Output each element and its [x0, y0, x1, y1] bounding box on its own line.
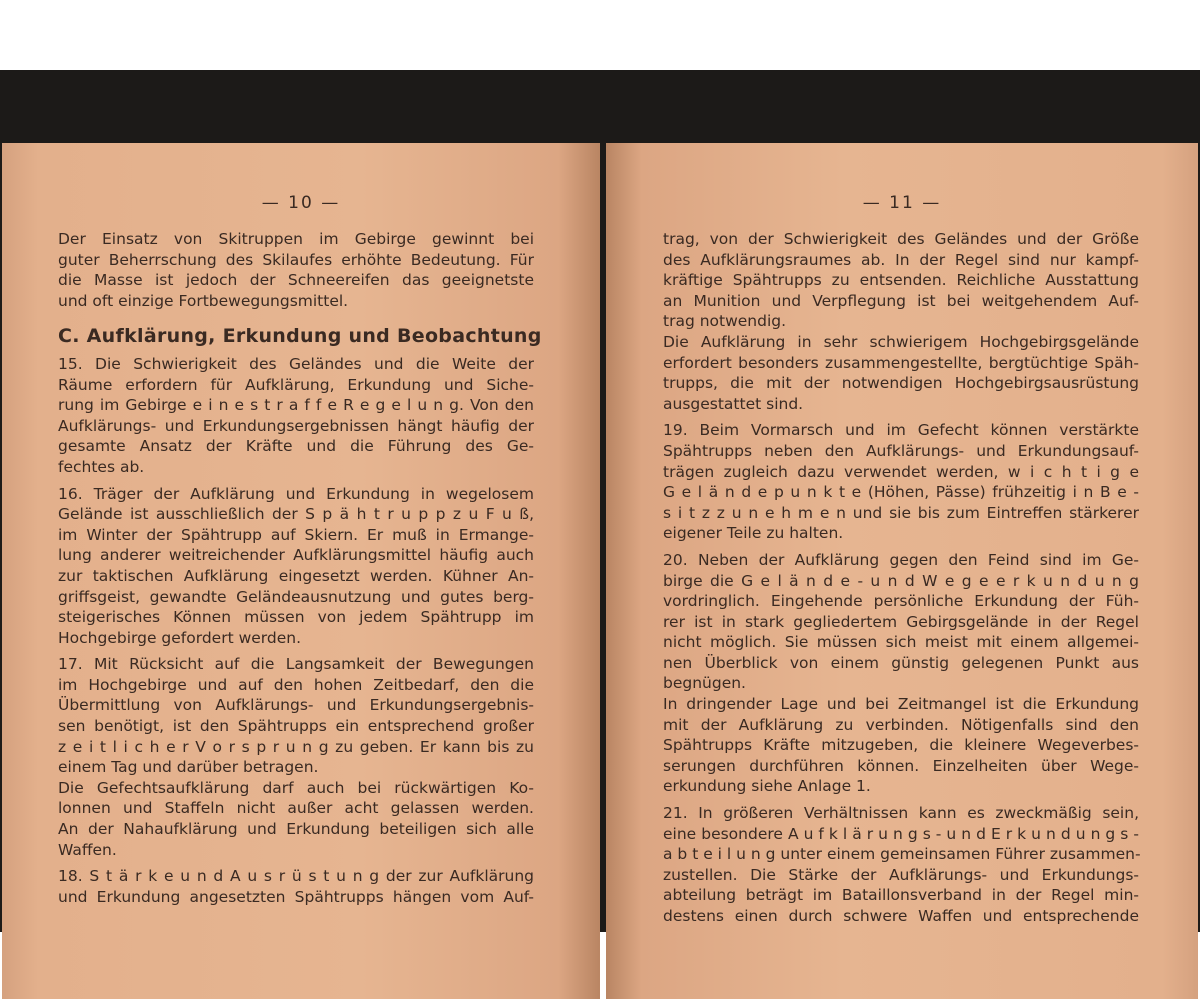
text-line: Der Einsatz von Skitruppen im Gebirge gewinnt bei — [58, 230, 534, 248]
paragraph-15 — [58, 354, 534, 478]
intro-paragraph — [58, 229, 534, 311]
text-line: gesamte Ansatz der Kräfte und die Führung des Ge- — [58, 437, 534, 456]
text-line: Übermittlung von Aufklärungs- und Erkundungsergebnis- — [58, 696, 534, 715]
book-spread — [0, 70, 1200, 932]
left-page-text — [58, 229, 542, 907]
text-line: guter Beherrschung des Skilaufes erhöhte Bedeutung. Für — [58, 250, 534, 269]
paragraph-17 — [58, 654, 534, 860]
text-line: eine besondere A u f k l ä r u n g s - u n d E r k u n d u n g s - — [663, 824, 1139, 843]
text-line: des Aufklärungsraumes ab. In der Regel sind nur kampf- — [663, 250, 1139, 269]
page-number: — 11 — — [862, 193, 942, 213]
text-line: nicht möglich. Sie müssen sich meist mit einem allgemei- — [663, 633, 1139, 652]
paragraph-18 — [58, 866, 534, 907]
text-line: z e i t l i c h e r V o r s p r u n g zu geben. Er kann bis zu — [58, 737, 534, 756]
text-line: 20. Neben der Aufklärung gegen den Feind sind im Ge- — [663, 550, 1139, 569]
text-line: rung im Gebirge e i n e s t r a f f e R e g e l u n g. Von den — [58, 396, 534, 415]
text-line: begnügen. — [663, 674, 746, 693]
text-line: 19. Beim Vormarsch und im Gefecht können verstärkte — [663, 421, 1139, 440]
text-line: rer ist in stark gegliedertem Gebirgsgelände in der Regel — [663, 612, 1139, 631]
text-line: zustellen. Die Stärke der Aufklärungs- und Erkundungs- — [663, 865, 1139, 884]
text-line: trag, von der Schwierigkeit des Geländes und der Größe — [663, 230, 1139, 248]
text-line: trag notwendig. — [663, 312, 787, 331]
text-line: vordringlich. Eingehende persönliche Erkundung der Füh- — [663, 592, 1139, 611]
text-line: zur taktischen Aufklärung eingesetzt werden. Kühner An- — [58, 566, 534, 585]
left-page — [2, 143, 600, 999]
text-line: 17. Mit Rücksicht auf die Langsamkeit der Bewegungen — [58, 655, 534, 674]
text-line: 16. Träger der Aufklärung und Erkundung in wegelosem — [58, 484, 534, 503]
text-line: im Winter der Spähtrupp auf Skiern. Er muß in Ermange- — [58, 525, 534, 544]
text-line: Hochgebirge gefordert werden. — [58, 628, 302, 647]
text-line: die Masse ist jedoch der Schneereifen das geeignetste — [58, 271, 534, 290]
text-line: mit der Aufklärung zu verbinden. Nötigenfalls sind den — [663, 715, 1139, 734]
text-line: In dringender Lage und bei Zeitmangel ist die Erkundung — [663, 695, 1139, 714]
text-line: trupps, die mit der notwendigen Hochgebirgsausrüstung — [663, 374, 1139, 393]
text-line: ausgestattet sind. — [663, 394, 804, 413]
text-line: eigener Teile zu halten. — [663, 524, 844, 543]
text-line: Spähtrupps neben den Aufklärungs- und Erkundungsauf- — [663, 441, 1139, 460]
text-line: Die Aufklärung in sehr schwierigem Hochgebirgsgelände — [663, 332, 1139, 351]
text-line: G e l ä n d e p u n k t e (Höhen, Pässe) frühzeitig i n B e - — [663, 483, 1139, 502]
text-line: Gelände ist ausschließlich der S p ä h t r u p p z u F u ß, — [58, 505, 534, 524]
text-line: trägen zugleich dazu verwendet werden, w i c h t i g e — [663, 462, 1139, 481]
right-page-text — [663, 229, 1139, 927]
text-line: Spähtrupps Kräfte mitzugeben, die kleinere Wegeverbes- — [663, 736, 1139, 755]
paragraph-19 — [663, 420, 1139, 544]
page-number: — 10 — — [261, 193, 341, 213]
section-heading: C. Aufklärung, Erkundung und Beobachtung — [58, 325, 542, 348]
text-line: destens einen durch schwere Waffen und entsprechende — [663, 907, 1139, 925]
text-line: s i t z z u n e h m e n und sie bis zum Eintreffen stärkerer — [663, 503, 1139, 522]
paragraph-20 — [663, 550, 1139, 797]
text-line: erfordert besonders zusammengestellte, bergtüchtige Späh- — [663, 353, 1139, 372]
text-line: erkundung siehe Anlage 1. — [663, 777, 871, 796]
text-line: serungen durchführen können. Einzelheiten über Wege- — [663, 756, 1139, 775]
text-line: abteilung beträgt im Bataillonsverband in der Regel min- — [663, 886, 1139, 905]
text-line: an Munition und Verpflegung ist bei weitgehendem Auf- — [663, 291, 1139, 310]
text-line: 18. S t ä r k e u n d A u s r ü s t u n g der zur Aufklärung — [58, 867, 534, 886]
text-line: sen benötigt, ist den Spähtrupps ein entsprechend großer — [58, 717, 534, 736]
text-line: nen Überblick von einem günstig gelegenen Punkt aus — [663, 653, 1139, 672]
text-line: und oft einzige Fortbewegungsmittel. — [58, 291, 349, 310]
text-line: An der Nahaufklärung und Erkundung beteiligen sich alle — [58, 820, 534, 839]
right-page — [606, 143, 1198, 999]
text-line: fechtes ab. — [58, 457, 145, 476]
text-line: 15. Die Schwierigkeit des Geländes und die Weite der — [58, 354, 534, 373]
text-line: griffsgeist, gewandte Geländeausnutzung und gutes berg- — [58, 587, 534, 606]
text-line: Aufklärungs- und Erkundungsergebnissen hängt häufig der — [58, 416, 534, 435]
text-line: Räume erfordern für Aufklärung, Erkundung und Siche- — [58, 375, 534, 394]
text-line: Waffen. — [58, 840, 117, 859]
text-line: im Hochgebirge und auf den hohen Zeitbedarf, den die — [58, 675, 534, 694]
text-line: 21. In größeren Verhältnissen kann es zweckmäßig sein, — [663, 804, 1139, 823]
text-line: a b t e i l u n g unter einem gemeinsamen Führer zusammen- — [663, 845, 1141, 864]
text-line: steigerisches Können müssen von jedem Spähtrupp im — [58, 608, 534, 627]
paragraph-16 — [58, 484, 534, 649]
text-line: Die Gefechtsaufklärung darf auch bei rückwärtigen Ko- — [58, 778, 534, 797]
paragraph-21 — [663, 803, 1139, 927]
text-line: und Erkundung angesetzten Spähtrupps hängen vom Auf- — [58, 887, 534, 906]
text-line: birge die G e l ä n d e - u n d W e g e e r k u n d u n g — [663, 571, 1139, 590]
text-line: lonnen und Staffeln nicht außer acht gelassen werden. — [58, 799, 534, 818]
text-line: lung anderer weitreichender Aufklärungsmittel häufig auch — [58, 546, 534, 565]
text-line: kräftige Spähtrupps zu entsenden. Reichliche Ausstattung — [663, 271, 1139, 290]
text-line: einem Tag und darüber betragen. — [58, 758, 319, 777]
paragraph-18-continued — [663, 229, 1139, 414]
